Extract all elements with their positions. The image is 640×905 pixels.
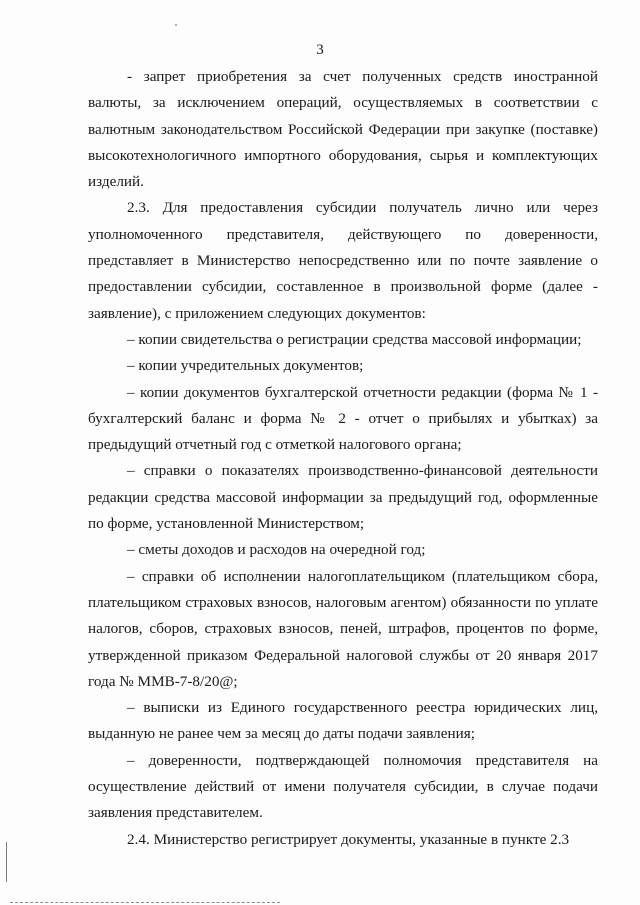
paragraph-2-4: 2.4. Министерство регистрирует документы, указанные в пункте 2.3 [127,830,570,848]
list-item-media-registration: – копии свидетельства о регистрации средства массовой информации; [127,330,582,348]
scan-bottom-mark [10,902,280,903]
list-item-tax-certificate: – справки об исполнении налогоплательщиком (плательщиком сбора, плательщиком страховых взносов, налоговым агентом) обязанности по уплате налогов, сборов, страховых взносов, пеней, штрафов, процентов по форме, утвержденной приказом Федеральной налоговой службы от 20 января 2017 года № ММВ-7-8/20@; [88,567,598,690]
list-item-registry-extract: – выписки из Единого государственного реестра юридических лиц, выданную не ранее чем за месяц до даты подачи заявления; [88,699,598,743]
paragraph-2-3: 2.3. Для предоставления субсидии получатель лично или через уполномоченного представителя, действующего по доверенности, представляет в Министерство непосредственно или по почте заявление о предоставлении субсидии, составленное в произвольной форме (далее - заявление), с приложением следующих документов: [88,199,598,322]
page-number: 3 [316,42,324,58]
paragraph-currency-restriction: - запрет приобретения за счет полученных средств иностранной валюты, за исключением операций, осуществляемых в соответствии с валютным законодательством Российской Федерации при закупке (поставке) высокотехнологичного импортного оборудования, сырья и комплектующих изделий. [88,68,598,191]
scan-edge-mark [6,842,7,882]
list-item-founding-documents: – копии учредительных документов; [127,357,364,375]
document-body [88,64,598,853]
list-item-power-of-attorney: – доверенности, подтверждающей полномочия представителя на осуществление действий от имени получателя субсидии, в случае подачи заявления представителем. [88,751,598,822]
scan-speck [175,24,177,26]
list-item-budget-estimate: – сметы доходов и расходов на очередной год; [127,541,426,559]
list-item-accounting-reports: – копии документов бухгалтерской отчетности редакции (форма № 1 - бухгалтерский баланс и форма № 2 - отчет о прибылях и убытках) за предыдущий отчетный год с отметкой налогового органа; [88,383,598,454]
list-item-production-indicators: – справки о показателях производственно-финансовой деятельности редакции средства массовой информации за предыдущий год, оформленные по форме, установленной Министерством; [88,462,598,533]
